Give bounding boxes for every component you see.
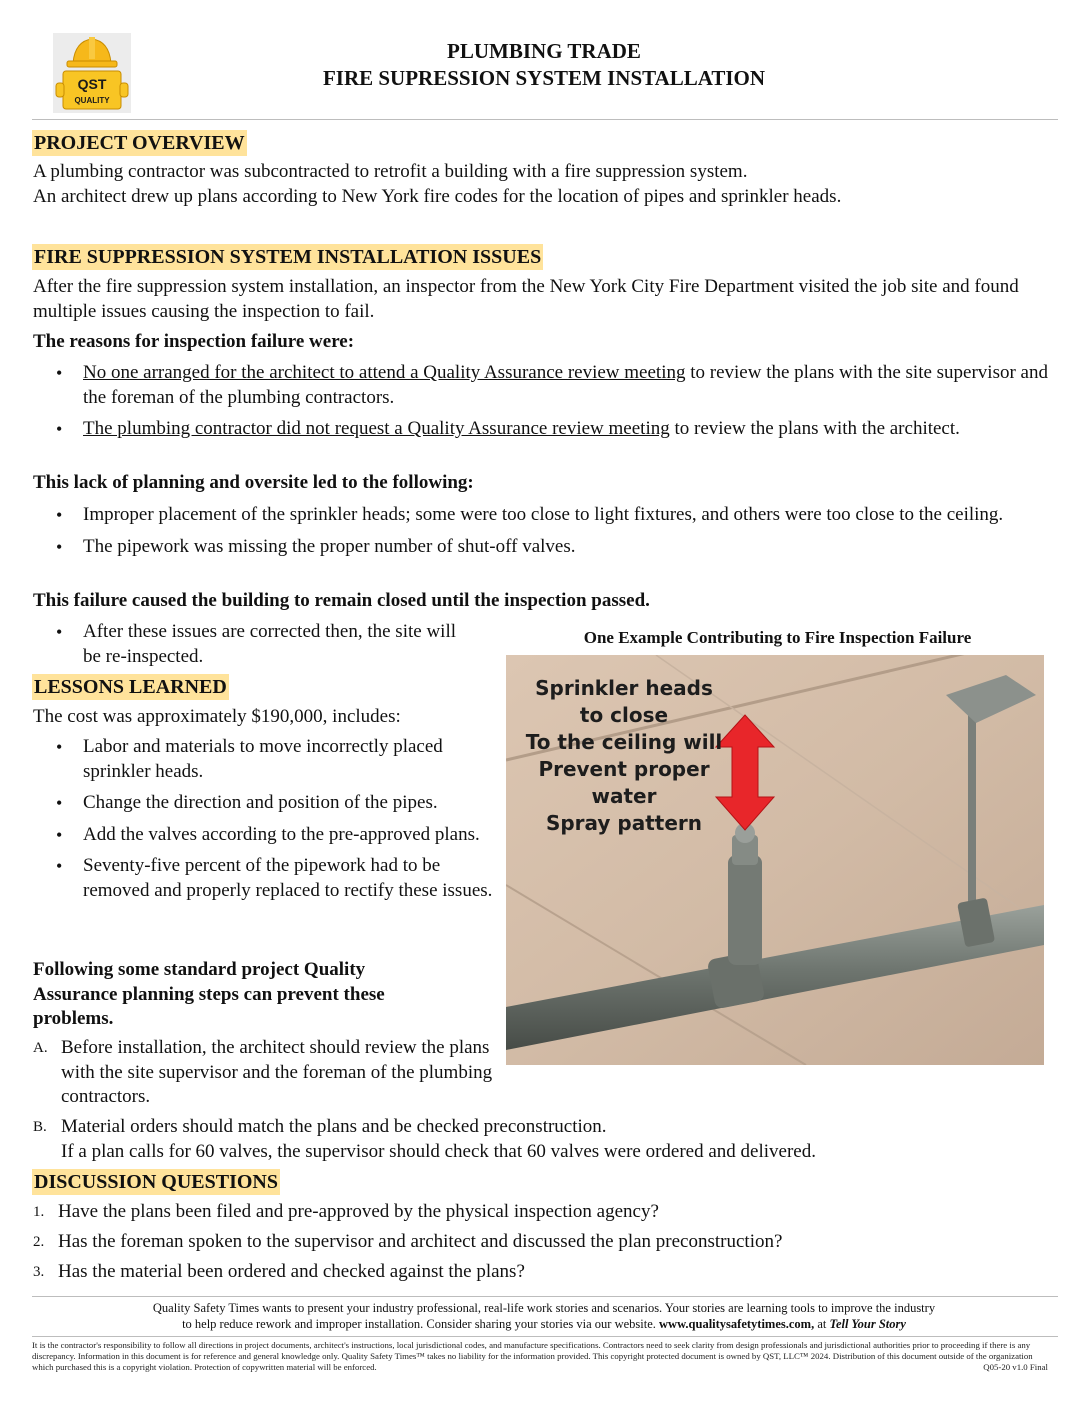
list-item: • Labor and materials to move incorrectly placed sprinkler heads.	[33, 735, 493, 784]
tell-your-story-link[interactable]: Tell Your Story	[829, 1317, 906, 1331]
question-text: Has the foreman spoken to the supervisor and architect and discussed the plan preconstruction?	[58, 1231, 783, 1252]
planning-step	[33, 1036, 493, 1110]
lessons-list	[33, 735, 493, 910]
footer-divider	[32, 1296, 1058, 1297]
lessons-learned-heading: LESSONS LEARNED	[34, 676, 227, 698]
question-number: 2.	[33, 1234, 45, 1250]
overview-line-2: An architect drew up plans according to New York fire codes for the location of pipes and sprinkler heads.	[33, 186, 842, 207]
footer-text: to help reduce rework and improper installation. Consider sharing your stories via our website.	[182, 1317, 660, 1331]
photo-annotation-line: Spray pattern	[545, 811, 703, 835]
step-marker: B.	[33, 1119, 47, 1135]
footer-invitation	[40, 1300, 1048, 1332]
footer-line-2	[40, 1316, 1048, 1332]
question-text: Have the plans been filed and pre-approved by the physical inspection agency?	[58, 1201, 659, 1222]
failure-heading: This failure caused the building to remain closed until the inspection passed.	[33, 590, 650, 611]
reasons-list	[33, 361, 1058, 449]
header-divider	[32, 119, 1058, 120]
step-text: Before installation, the architect should review the plans with the site supervisor and the foreman of the plumbing contractors.	[61, 1037, 493, 1107]
cost-statement: The cost was approximately $190,000, includes:	[33, 706, 401, 727]
lack-of-planning-heading: This lack of planning and oversite led to the following:	[33, 472, 474, 493]
failure-list	[33, 620, 473, 676]
sprinkler-photo	[506, 655, 1044, 1065]
step-text: Material orders should match the plans and be checked preconstruction.	[61, 1116, 607, 1137]
title-trade: PLUMBING TRADE	[447, 39, 641, 63]
reason-text: to review the plans with the architect.	[669, 418, 960, 439]
title-topic: FIRE SUPRESSION SYSTEM INSTALLATION	[322, 66, 766, 90]
step-marker: A.	[33, 1040, 48, 1056]
installation-issues-heading: FIRE SUPPRESSION SYSTEM INSTALLATION ISSUES	[34, 246, 542, 268]
consequences-list	[33, 503, 1058, 566]
list-item: • After these issues are corrected then, the site will be re-inspected.	[33, 620, 473, 669]
photo-annotation-line: to close	[579, 703, 669, 727]
question-number: 1.	[33, 1204, 45, 1220]
list-item: • Seventy-five percent of the pipework had to be removed and properly replaced to rectify these issues.	[33, 854, 493, 903]
reason-underlined-text: No one arranged for the architect to attend a Quality Assurance review meeting	[83, 362, 686, 383]
figure-caption: One Example Contributing to Fire Inspection Failure	[583, 628, 972, 647]
question-text: Has the material been ordered and checked against the plans?	[58, 1261, 525, 1282]
document-version: Q05-20 v1.0 Final	[983, 1362, 1048, 1372]
list-item	[33, 417, 1058, 442]
logo-text-quality: QUALITY	[74, 96, 110, 105]
disclaimer-divider	[32, 1336, 1058, 1337]
reason-underlined-text: The plumbing contractor did not request a Quality Assurance review meeting	[83, 418, 670, 439]
photo-annotation-line: water	[591, 784, 657, 808]
discussion-questions-heading: DISCUSSION QUESTIONS	[34, 1171, 278, 1193]
reasons-heading: The reasons for inspection failure were:	[33, 331, 355, 352]
planning-step	[33, 1115, 1053, 1164]
issues-intro: After the fire suppression system installation, an inspector from the New York City Fire Department visited the job site and found multiple issues causing the inspection to fail.	[33, 276, 1019, 322]
step-text-continued: If a plan calls for 60 valves, the supervisor should check that 60 valves were ordered and delivered.	[61, 1140, 816, 1162]
photo-annotation-line: Prevent proper	[538, 757, 710, 781]
project-overview-heading: PROJECT OVERVIEW	[34, 132, 245, 154]
list-item: • Add the valves according to the pre-approved plans.	[33, 823, 493, 848]
discussion-question	[33, 1200, 1053, 1225]
discussion-question	[33, 1260, 1053, 1285]
website-link[interactable]: www.qualitysafetytimes.com,	[659, 1317, 815, 1331]
photo-annotation-line: Sprinkler heads	[535, 676, 713, 700]
qa-planning-statement: Following some standard project Quality Assurance planning steps can prevent these problems.	[33, 959, 385, 1029]
list-item	[33, 361, 1058, 410]
overview-line-1: A plumbing contractor was subcontracted to retrofit a building with a fire suppression system.	[33, 161, 748, 182]
list-item: • Change the direction and position of the pipes.	[33, 791, 493, 816]
photo-annotation-line: To the ceiling will	[525, 730, 723, 754]
list-item: • Improper placement of the sprinkler heads; some were too close to light fixtures, and others were too close to the ceiling.	[33, 503, 1058, 528]
logo-text-qst: QST	[77, 76, 107, 92]
list-item: • The pipework was missing the proper number of shut-off valves.	[33, 535, 1058, 560]
legal-disclaimer: It is the contractor's responsibility to follow all directions in project documents, architect's instructions, local jurisdictional codes, and manufacture specifications. Contractors need to seek clarity from design professionals and jurisdictional authorities prior to proceeding if there is any discrepancy. Information in this document is for reference and general knowledge only. Quality Safety Times™ takes no liability for the information provided. This copyright protected document is owned by QST, LLC™ 2024. Distribution of this document outside of the organization which purchased this is a copyright violation. Protection of copywritten material will be enforced.	[32, 1340, 1033, 1372]
footer-text: at	[814, 1317, 830, 1331]
reason-text: to review the plans with the site supervisor and the foreman of the plumbing contractors.	[83, 362, 1048, 408]
discussion-question	[33, 1230, 1053, 1255]
question-number: 3.	[33, 1264, 45, 1280]
footer-line-1: Quality Safety Times wants to present your industry professional, real-life work stories and scenarios. Your stories are learning tools to improve the industry	[152, 1301, 936, 1315]
